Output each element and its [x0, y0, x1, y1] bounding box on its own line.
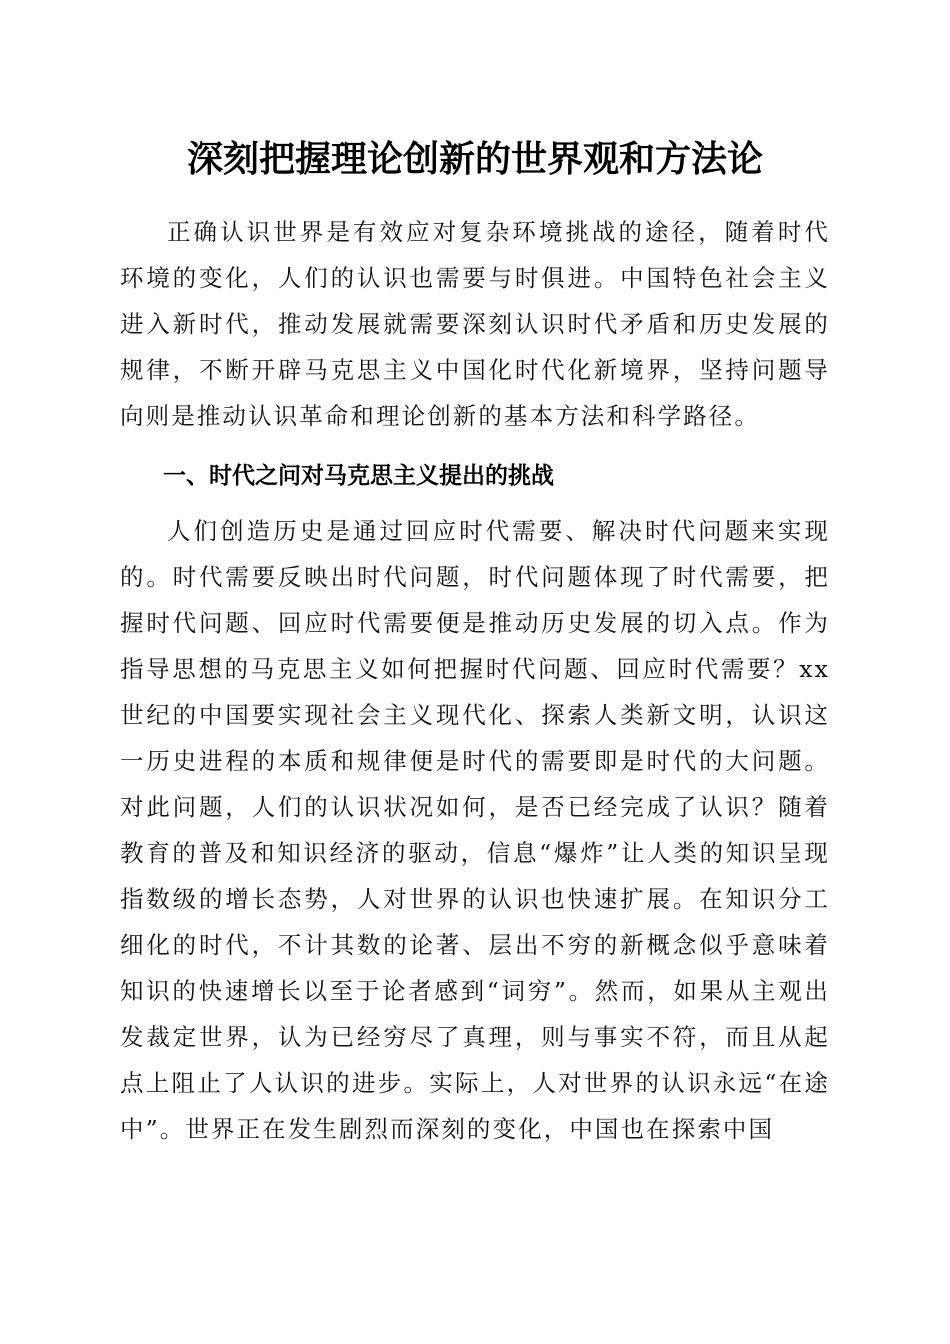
intro-paragraph: 正确认识世界是有效应对复杂环境挑战的途径，随着时代环境的变化，人们的认识也需要与时俱进。中国特色社会主义进入新时代，推动发展就需要深刻认识时代矛盾和历史发展的规律，不断开辟马克思主义中国化时代化新境界，坚持问题导向则是推动认识革命和理论创新的基本方法和科学路径。	[120, 218, 830, 430]
document-title: 深刻把握理论创新的世界观和方法论	[186, 138, 763, 180]
section-heading: 一、时代之问对马克思主义提出的挑战	[163, 463, 554, 489]
body-paragraph: 人们创造历史是通过回应时代需要、解决时代问题来实现的。时代需要反映出时代问题，时代问题体现了时代需要，把握时代问题、回应时代需要便是推动历史发展的切入点。作为指导思想的马克思主义如何把握时代问题、回应时代需要？xx世纪的中国要实现社会主义现代化、探索人类新文明，认识这一历史进程的本质和规律便是时代的需要即是时代的大问题。对此问题，人们的认识状况如何，是否已经完成了认识？随着教育的普及和知识经济的驱动，信息“爆炸”让人类的知识呈现指数级的增长态势，人对世界的认识也快速扩展。在知识分工细化的时代，不计其数的论著、层出不穷的新概念似乎意味着知识的快速增长以至于论者感到“词穷”。然而，如果从主观出发裁定世界，认为已经穷尽了真理，则与事实不符，而且从起点上阻止了人认识的进步。实际上，人对世界的认识永远“在途中”。世界正在发生剧烈而深刻的变化，中国也在探索中国	[120, 517, 830, 1143]
